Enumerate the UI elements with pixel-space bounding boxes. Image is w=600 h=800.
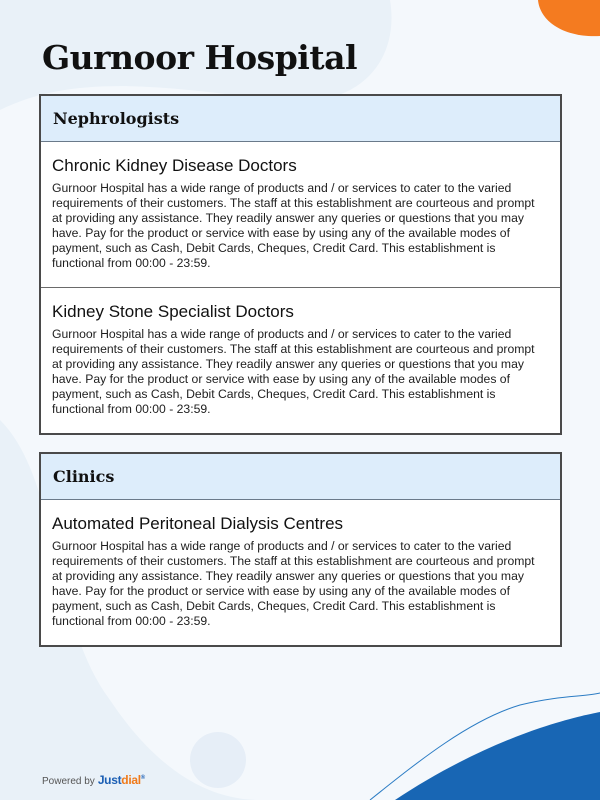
logo-text-dial: dial [121,773,141,787]
section-clinics [39,452,562,647]
item-title: Automated Peritoneal Dialysis Centres [52,514,344,533]
item-description: Gurnoor Hospital has a wide range of products and / or services to cater to the varied requirements of their customers. The staff at this establishment are courteous and prompt at providing any assistance. They readily answer any queries or questions that you may have. Pay for the product or service with ease by using any of the available modes of payment, such as Cash, Debit Cards, Cheques, Credit Card. This establishment is functional from 00:00 - 23:59. [52,539,535,628]
item-description: Gurnoor Hospital has a wide range of products and / or services to cater to the varied requirements of their customers. The staff at this establishment are courteous and prompt at providing any assistance. They readily answer any queries or questions that you may have. Pay for the product or service with ease by using any of the available modes of payment, such as Cash, Debit Cards, Cheques, Credit Card. This establishment is functional from 00:00 - 23:59. [52,327,535,416]
justdial-logo [98,773,145,787]
item-title: Chronic Kidney Disease Doctors [52,156,297,175]
powered-by-label: Powered by [42,776,95,787]
footer [42,773,145,787]
logo-text-just: Just [97,773,122,787]
section-heading: Nephrologists [41,96,560,142]
item-title: Kidney Stone Specialist Doctors [52,302,294,321]
list-item [41,500,560,645]
section-heading: Clinics [41,454,560,500]
section-nephrologists [39,94,562,435]
page-title: Gurnoor Hospital [42,38,357,77]
item-description: Gurnoor Hospital has a wide range of products and / or services to cater to the varied requirements of their customers. The staff at this establishment are courteous and prompt at providing any assistance. They readily answer any queries or questions that you may have. Pay for the product or service with ease by using any of the available modes of payment, such as Cash, Debit Cards, Cheques, Credit Card. This establishment is functional from 00:00 - 23:59. [52,181,535,270]
registered-mark: ® [140,775,145,781]
list-item [41,288,560,433]
list-item [41,142,560,288]
